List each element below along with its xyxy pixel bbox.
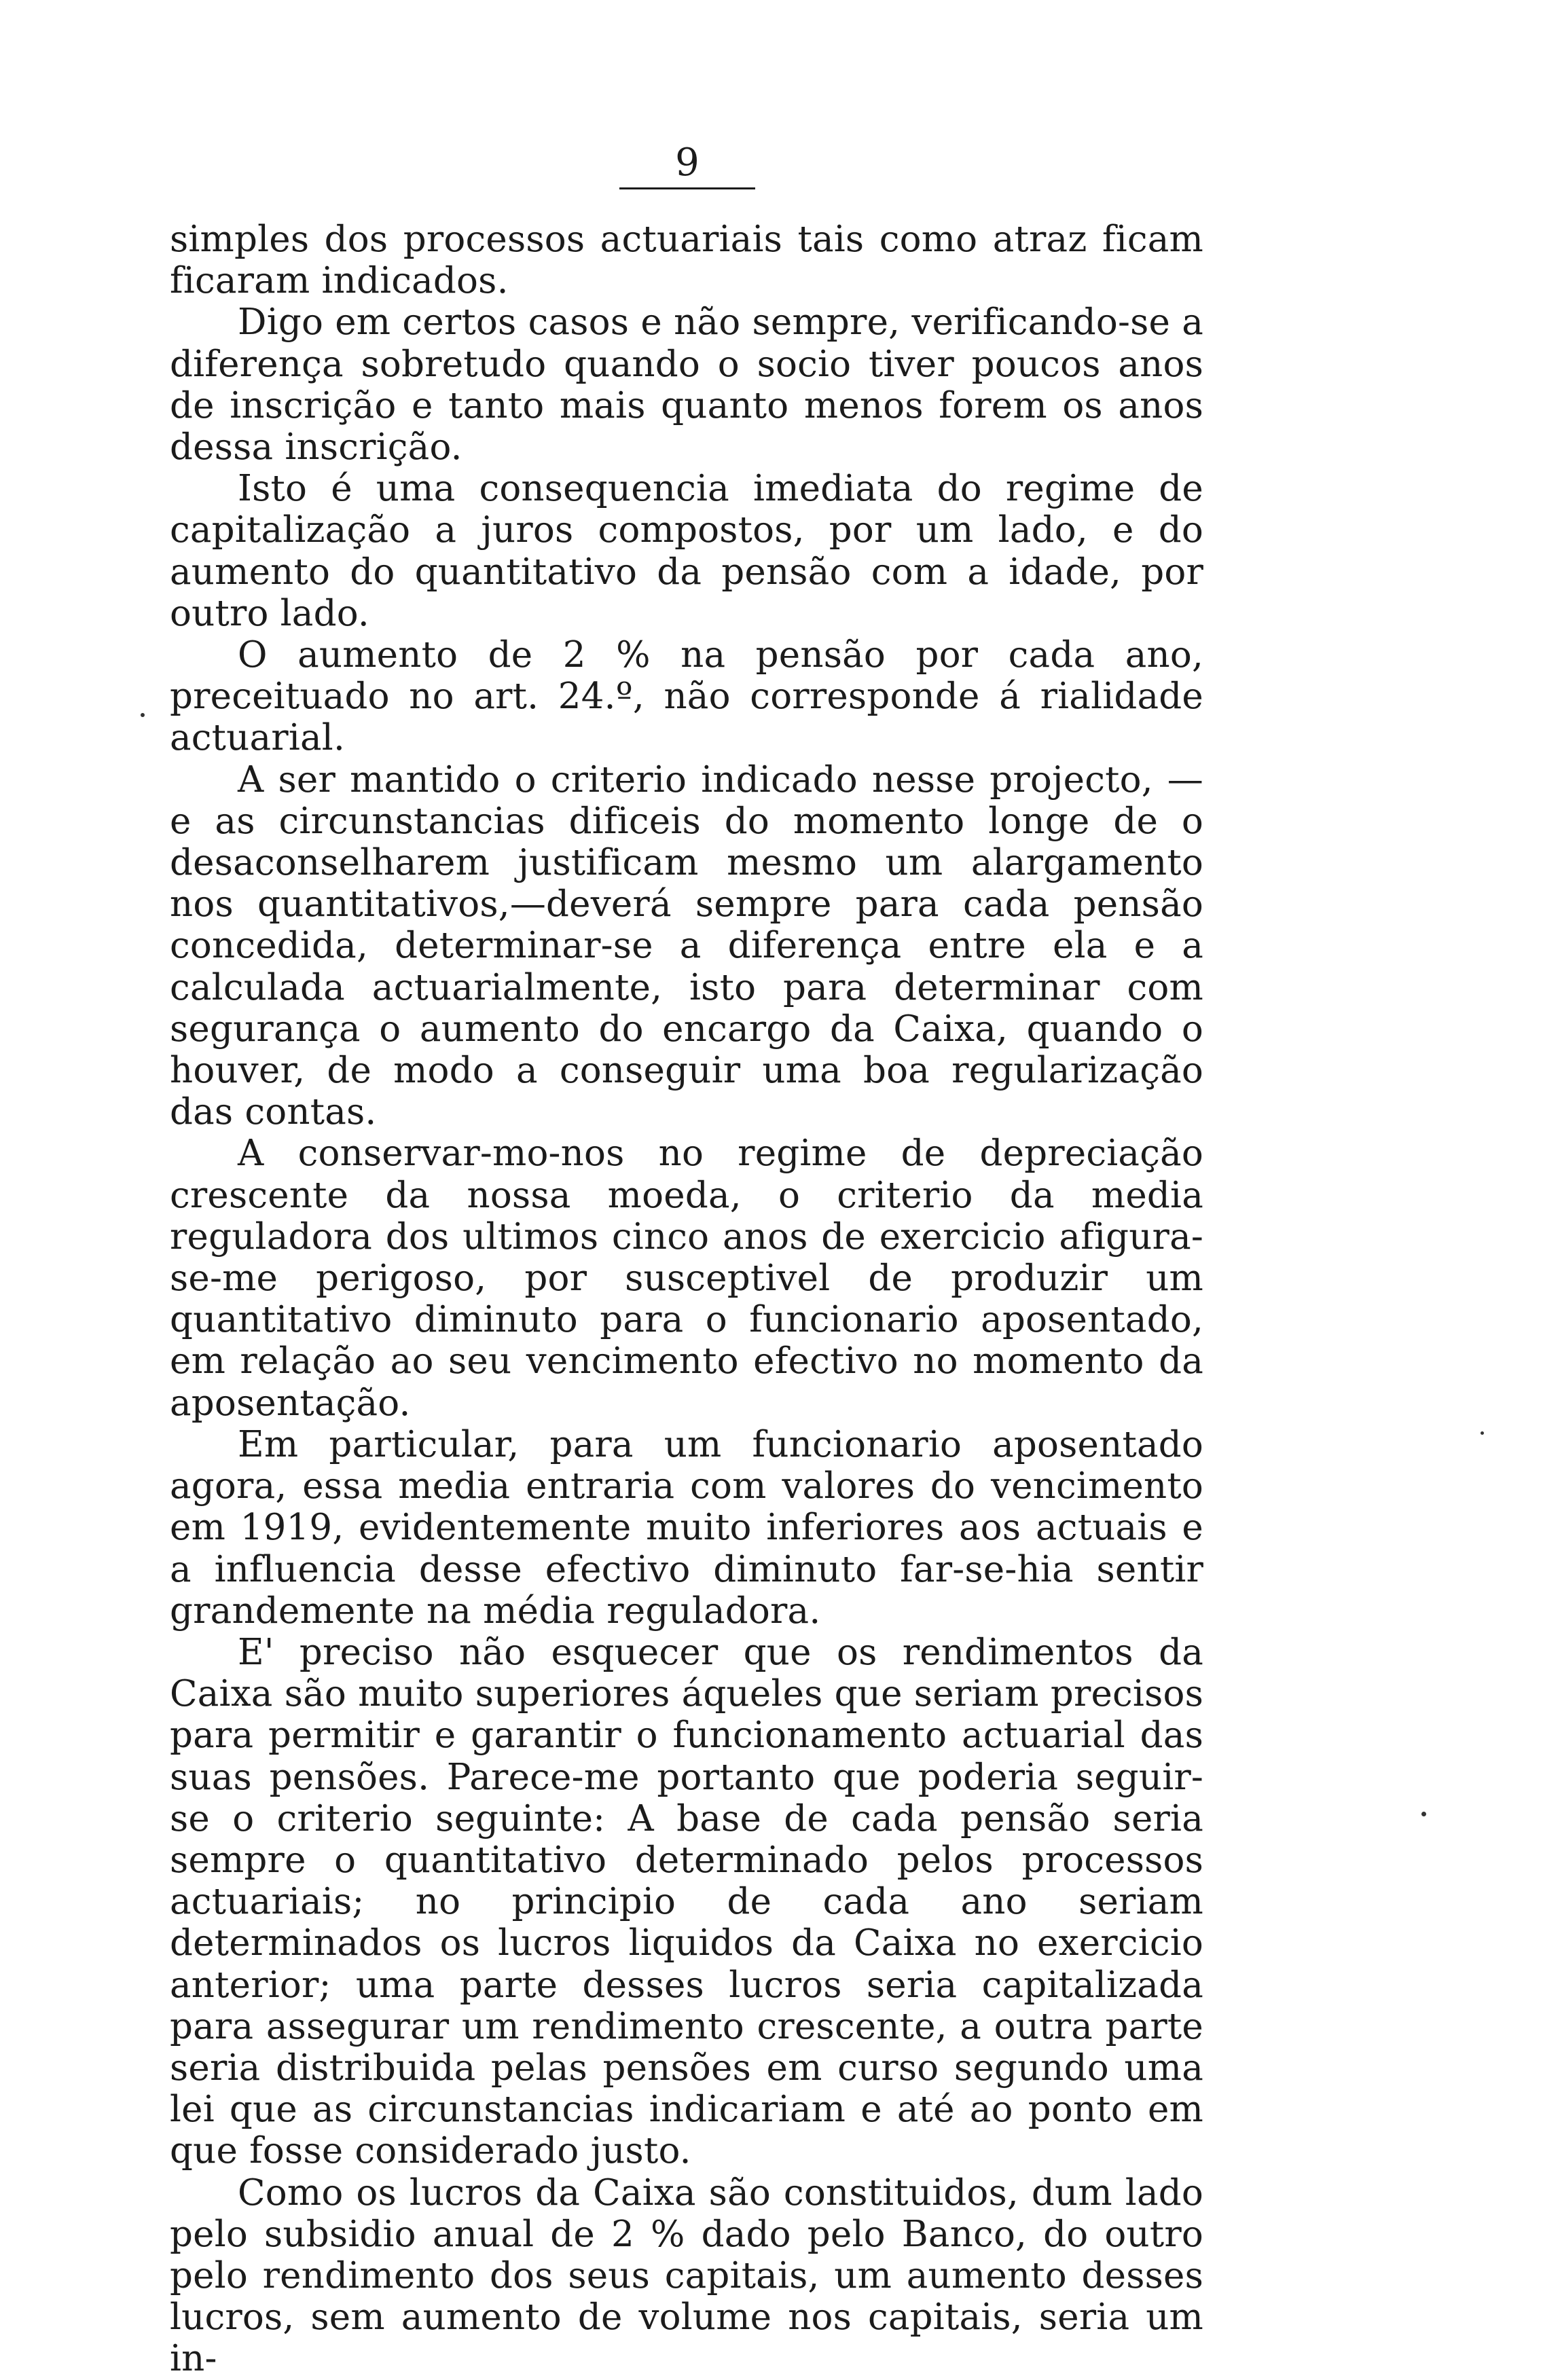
paragraph: Digo em certos casos e não sempre, verificando-se a diferença sobretudo quando o socio tiver poucos anos de inscrição e tanto mais quanto menos forem os anos dessa inscrição. xyxy=(170,301,1203,469)
paragraph: A ser mantido o criterio indicado nesse projecto, — e as circunstancias dificeis do momento longe de o desaconselharem justificam mesmo um alargamento nos quantitativos,—deverá sempre para cada pensão concedida, determinar-se a diferença entre ela e a calculada actuarialmente, isto para determinar com segurança o aumento do encargo da Caixa, quando o houver, de modo a conseguir uma boa regularização das contas. xyxy=(170,758,1203,1133)
paragraph: Como os lucros da Caixa são constituidos, dum lado pelo subsidio anual de 2 % dado pelo Banco, do outro pelo rendimento dos seus capitais, um aumento desses lucros, sem aumento de volume nos capitais, seria um in- xyxy=(170,2172,1203,2380)
paragraph: simples dos processos actuariais tais como atraz ficam ficaram indicados. xyxy=(170,219,1203,302)
paragraph: A conservar-mo-nos no regime de depreciação crescente da nossa moeda, o criterio da media reguladora dos ultimos cinco anos de exercicio afigura-se-me perigoso, por susceptivel de produzir um quantitativo diminuto para o funcionario aposentado, em relação ao seu vencimento efectivo no momento da aposentação. xyxy=(170,1133,1203,1424)
paragraph: Isto é uma consequencia imediata do regime de capitalização a juros compostos, por um lado, e do aumento do quantitativo da pensão com a idade, por outro lado. xyxy=(170,468,1203,634)
scan-speck xyxy=(141,713,145,717)
paragraph: E' preciso não esquecer que os rendimentos da Caixa são muito superiores áqueles que seriam precisos para permitir e garantir o funcionamento actuarial das suas pensões. Parece-me portanto que poderia seguir-se o criterio seguinte: A base de cada pensão seria sempre o quantitativo determinado pelos processos actuariais; no principio de cada ano seriam determinados os lucros liquidos da Caixa no exercicio anterior; uma parte desses lucros seria capitalizada para assegurar um rendimento crescente, a outra parte seria distribuida pelas pensões em curso segundo uma lei que as circunstancias indicariam e até ao ponto em que fosse considerado justo. xyxy=(170,1631,1203,2172)
paragraph: O aumento de 2 % na pensão por cada ano, preceituado no art. 24.º, não corresponde á rialidade actuarial. xyxy=(170,634,1203,759)
scan-speck xyxy=(1481,1431,1484,1435)
page-number: 9 xyxy=(619,141,755,189)
text-body xyxy=(170,219,1203,2380)
paragraph: Em particular, para um funcionario aposentado agora, essa media entraria com valores do vencimento em 1919, evidentemente muito inferiores aos actuais e a influencia desse efectivo diminuto far-se-hia sentir grandemente na média reguladora. xyxy=(170,1423,1203,1632)
scan-speck xyxy=(1421,1812,1426,1816)
